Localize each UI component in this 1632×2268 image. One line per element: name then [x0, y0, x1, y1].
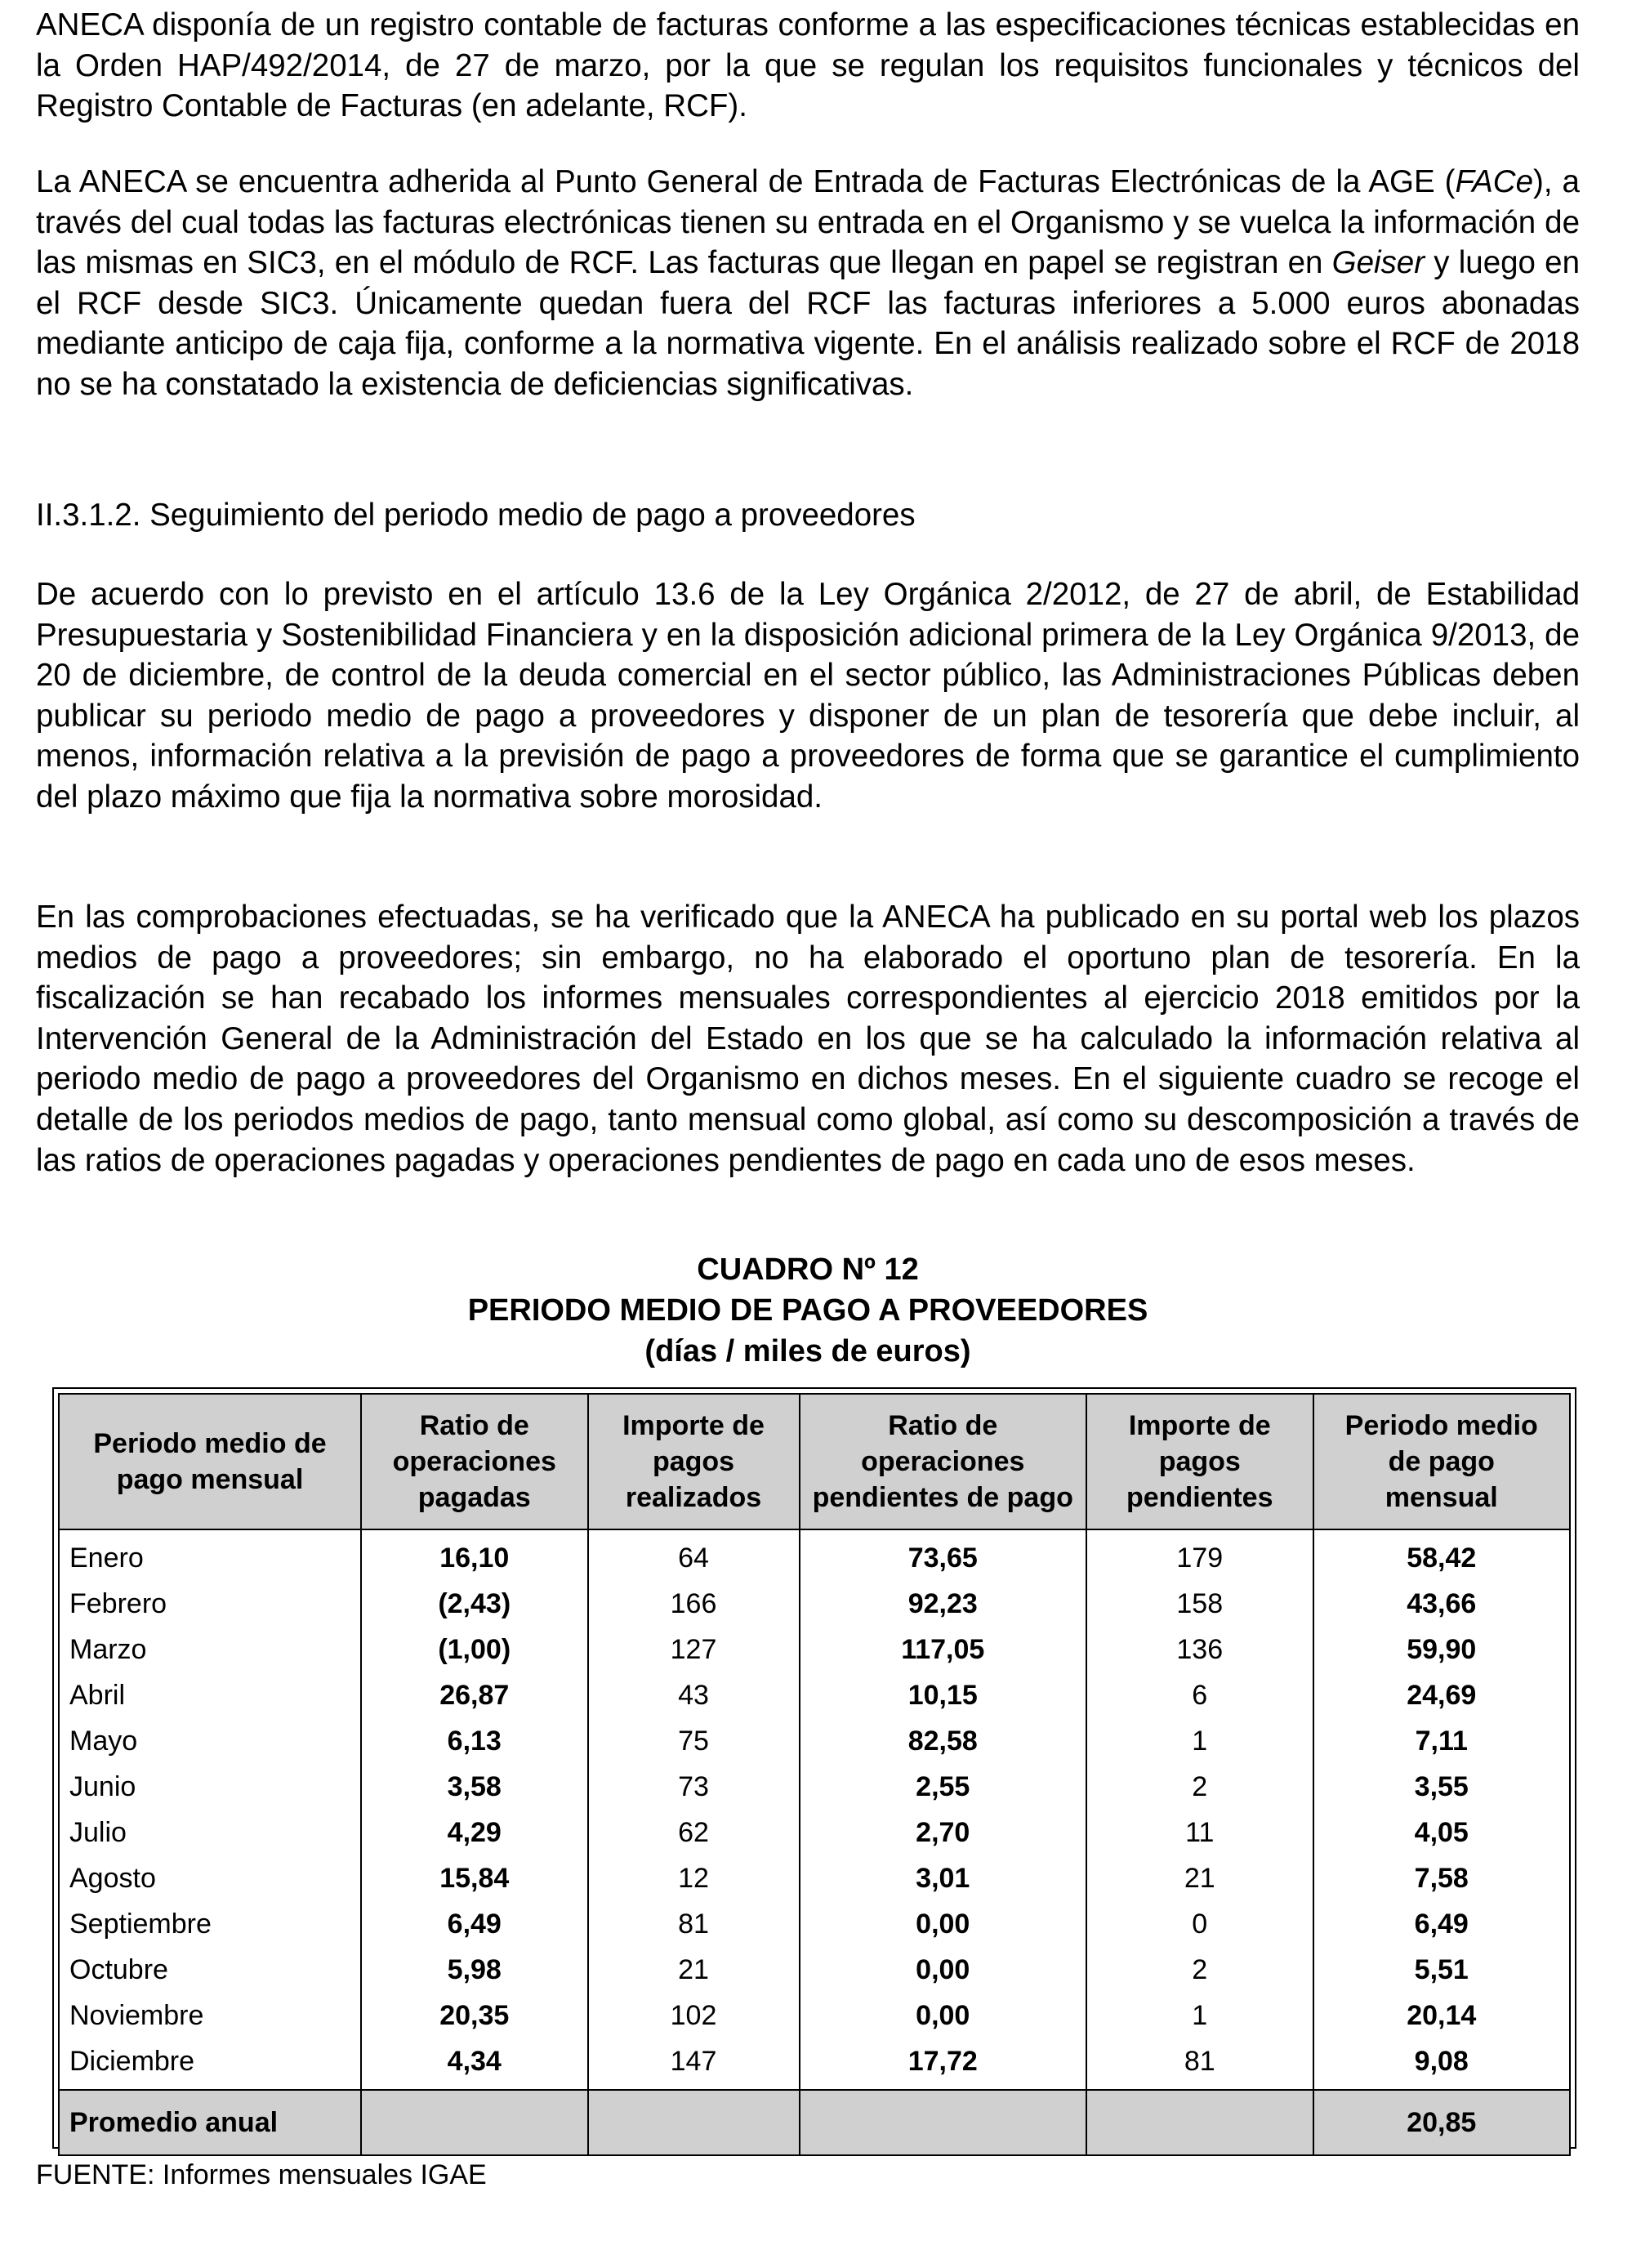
cell-periodo-medio: 5,51 [1313, 1947, 1571, 1993]
table-caption-number: CUADRO Nº 12 [697, 1252, 919, 1287]
paragraph-face-text-1: La ANECA se encuentra adherida al Punto General de Entrada de Facturas Electrónicas de la AGE ( [36, 164, 1456, 199]
cell-periodo-medio: 7,11 [1313, 1718, 1571, 1764]
cell-ratio-pendientes: 3,01 [800, 1855, 1087, 1901]
cell-ratio-pendientes: 2,70 [800, 1810, 1087, 1855]
cell-periodo-medio: 59,90 [1313, 1627, 1571, 1672]
cell-importe-realizados: 43 [588, 1672, 800, 1718]
cell-empty [800, 2090, 1087, 2155]
cell-ratio-pendientes: 17,72 [800, 2038, 1087, 2090]
payment-period-table-frame [52, 1387, 1576, 2149]
cell-ratio-pagadas: 4,34 [361, 2038, 588, 2090]
cell-month: Febrero [59, 1581, 361, 1627]
header-importe-realizados: Importe de pagos realizados [588, 1394, 800, 1529]
paragraph-legal-basis: De acuerdo con lo previsto en el artículo 13.6 de la Ley Orgánica 2/2012, de 27 de abril, de Estabilidad Presupuestaria y Sostenibilidad Financiera y en la disposición adicional primera de la Ley Orgánica 9/2013, de 20 de diciembre, de control de la deuda comercial en el sector público, las Administraciones Públicas deben publicar su periodo medio de pago a proveedores y disponer de un plan de tesorería que debe incluir, al menos, información relativa a la previsión de pago a proveedores de forma que se garantice el cumplimiento del plazo máximo que fija la normativa sobre morosidad. [36, 577, 1580, 815]
table-row [59, 1855, 1570, 1901]
table-source-note: FUENTE: Informes mensuales IGAE [36, 2159, 487, 2190]
cell-empty [588, 2090, 800, 2155]
cell-periodo-medio: 6,49 [1313, 1901, 1571, 1947]
cell-month: Marzo [59, 1627, 361, 1672]
cell-total-label: Promedio anual [59, 2090, 361, 2155]
cell-importe-pendientes: 81 [1086, 2038, 1313, 2090]
cell-ratio-pagadas: 6,13 [361, 1718, 588, 1764]
cell-ratio-pendientes: 2,55 [800, 1764, 1087, 1810]
table-row [59, 1764, 1570, 1810]
cell-importe-pendientes: 136 [1086, 1627, 1313, 1672]
cell-ratio-pagadas: 6,49 [361, 1901, 588, 1947]
cell-periodo-medio: 24,69 [1313, 1672, 1571, 1718]
table-row [59, 1901, 1570, 1947]
cell-month: Junio [59, 1764, 361, 1810]
table-row [59, 1529, 1570, 1581]
cell-importe-realizados: 127 [588, 1627, 800, 1672]
cell-ratio-pagadas: 26,87 [361, 1672, 588, 1718]
header-ratio-pendientes: Ratio de operaciones pendientes de pago [800, 1394, 1087, 1529]
cell-ratio-pagadas: 20,35 [361, 1993, 588, 2038]
cell-total-value: 20,85 [1313, 2090, 1571, 2155]
cell-importe-pendientes: 21 [1086, 1855, 1313, 1901]
cell-importe-pendientes: 1 [1086, 1993, 1313, 2038]
table-row [59, 1810, 1570, 1855]
cell-importe-pendientes: 6 [1086, 1672, 1313, 1718]
cell-ratio-pendientes: 0,00 [800, 1947, 1087, 1993]
table-row [59, 1581, 1570, 1627]
header-importe-pendientes: Importe de pagos pendientes [1086, 1394, 1313, 1529]
cell-month: Diciembre [59, 2038, 361, 2090]
cell-periodo-medio: 20,14 [1313, 1993, 1571, 2038]
cell-importe-pendientes: 2 [1086, 1947, 1313, 1993]
cell-importe-pendientes: 1 [1086, 1718, 1313, 1764]
cell-importe-realizados: 21 [588, 1947, 800, 1993]
paragraph-face-text-2: ), a través del cual todas las facturas electrónicas tienen su entrada en el Organismo y se vuelca la información de las mismas en SIC3, en el módulo de RCF. Las facturas que llegan en papel se registran en [36, 164, 1580, 281]
cell-month: Agosto [59, 1855, 361, 1901]
cell-periodo-medio: 4,05 [1313, 1810, 1571, 1855]
cell-ratio-pendientes: 73,65 [800, 1529, 1087, 1581]
cell-ratio-pagadas: 15,84 [361, 1855, 588, 1901]
cell-ratio-pagadas: 5,98 [361, 1947, 588, 1993]
cell-ratio-pagadas: (1,00) [361, 1627, 588, 1672]
cell-importe-realizados: 73 [588, 1764, 800, 1810]
cell-importe-realizados: 75 [588, 1718, 800, 1764]
table-row [59, 2038, 1570, 2090]
table-row [59, 1627, 1570, 1672]
cell-ratio-pagadas: 4,29 [361, 1810, 588, 1855]
cell-importe-realizados: 102 [588, 1993, 800, 2038]
cell-periodo-medio: 43,66 [1313, 1581, 1571, 1627]
cell-month: Julio [59, 1810, 361, 1855]
cell-ratio-pendientes: 0,00 [800, 1901, 1087, 1947]
cell-importe-pendientes: 158 [1086, 1581, 1313, 1627]
cell-periodo-medio: 9,08 [1313, 2038, 1571, 2090]
table-row [59, 1718, 1570, 1764]
cell-periodo-medio: 7,58 [1313, 1855, 1571, 1901]
cell-empty [1086, 2090, 1313, 2155]
paragraph-face-text-3: y luego en el RCF desde SIC3. Únicamente quedan fuera del RCF las facturas inferiores a 5.000 euros abonadas mediante anticipo de caja fija, conforme a la normativa vigente. En el análisis realizado sobre el RCF de 2018 no se ha constatado la existencia de deficiencias significativas. [36, 245, 1580, 402]
paragraph-face [36, 162, 1580, 405]
paragraph-face-face-term: FACe [1455, 164, 1534, 199]
table-caption-units: (días / miles de euros) [644, 1334, 971, 1368]
cell-importe-realizados: 62 [588, 1810, 800, 1855]
cell-ratio-pendientes: 117,05 [800, 1627, 1087, 1672]
paragraph-face-geiser-term: Geiser [1331, 245, 1425, 281]
paragraph-rcf: ANECA disponía de un registro contable de facturas conforme a las especificaciones técnicas establecidas en la Orden HAP/492/2014, de 27 de marzo, por la que se regulan los requisitos funcionales y técnicos del Registro Contable de Facturas (en adelante, RCF). [36, 7, 1580, 124]
table-row [59, 1993, 1570, 2038]
cell-importe-pendientes: 2 [1086, 1764, 1313, 1810]
cell-month: Septiembre [59, 1901, 361, 1947]
section-heading: II.3.1.2. Seguimiento del periodo medio de pago a proveedores [36, 498, 916, 533]
cell-importe-realizados: 64 [588, 1529, 800, 1581]
cell-importe-pendientes: 179 [1086, 1529, 1313, 1581]
cell-importe-pendientes: 11 [1086, 1810, 1313, 1855]
table-row [59, 1947, 1570, 1993]
cell-ratio-pendientes: 92,23 [800, 1581, 1087, 1627]
cell-month: Mayo [59, 1718, 361, 1764]
header-periodo-medio: Periodo medio de pago mensual [1313, 1394, 1571, 1529]
cell-empty [361, 2090, 588, 2155]
header-periodo-mensual: Periodo medio de pago mensual [59, 1394, 361, 1529]
cell-month: Abril [59, 1672, 361, 1718]
cell-importe-realizados: 12 [588, 1855, 800, 1901]
table-header-row [59, 1394, 1570, 1529]
cell-ratio-pendientes: 82,58 [800, 1718, 1087, 1764]
cell-importe-realizados: 81 [588, 1901, 800, 1947]
cell-importe-realizados: 147 [588, 2038, 800, 2090]
table-caption-title: PERIODO MEDIO DE PAGO A PROVEEDORES [467, 1293, 1148, 1328]
table-total-row [59, 2090, 1570, 2155]
cell-month: Enero [59, 1529, 361, 1581]
cell-ratio-pendientes: 0,00 [800, 1993, 1087, 2038]
cell-month: Noviembre [59, 1993, 361, 2038]
cell-importe-realizados: 166 [588, 1581, 800, 1627]
payment-period-table [58, 1393, 1571, 2156]
table-row [59, 1672, 1570, 1718]
cell-month: Octubre [59, 1947, 361, 1993]
cell-importe-pendientes: 0 [1086, 1901, 1313, 1947]
paragraph-verification: En las comprobaciones efectuadas, se ha verificado que la ANECA ha publicado en su portal web los plazos medios de pago a proveedores; sin embargo, no ha elaborado el oportuno plan de tesorería. En la fiscalización se han recabado los informes mensuales correspondientes al ejercicio 2018 emitidos por la Intervención General de la Administración del Estado en los que se ha calculado la información relativa al periodo medio de pago a proveedores del Organismo en dichos meses. En el siguiente cuadro se recoge el detalle de los periodos medios de pago, tanto mensual como global, así como su descomposición a través de las ratios de operaciones pagadas y operaciones pendientes de pago en cada uno de esos meses. [36, 900, 1580, 1178]
header-ratio-pagadas: Ratio de operaciones pagadas [361, 1394, 588, 1529]
cell-periodo-medio: 58,42 [1313, 1529, 1571, 1581]
cell-ratio-pagadas: 3,58 [361, 1764, 588, 1810]
cell-ratio-pagadas: 16,10 [361, 1529, 588, 1581]
cell-ratio-pagadas: (2,43) [361, 1581, 588, 1627]
cell-periodo-medio: 3,55 [1313, 1764, 1571, 1810]
cell-ratio-pendientes: 10,15 [800, 1672, 1087, 1718]
